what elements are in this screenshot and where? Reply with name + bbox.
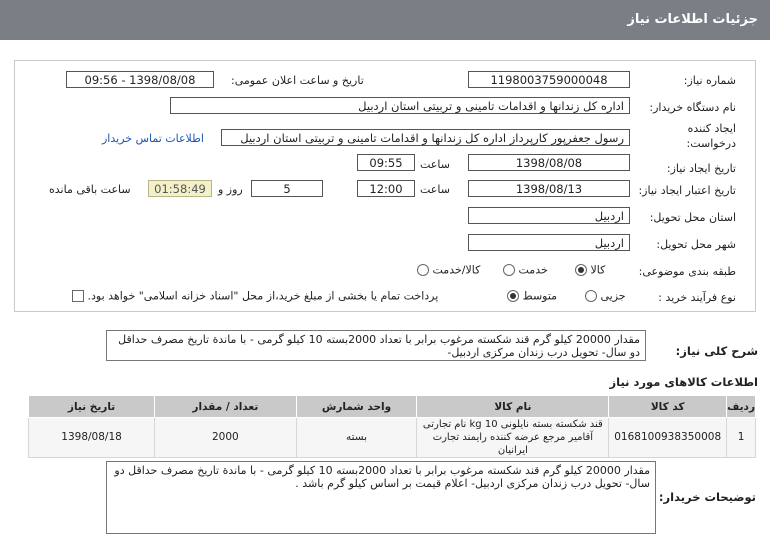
buyer-org-label: نام دستگاه خریدار: [649, 101, 736, 114]
table-row [29, 418, 756, 458]
remaining-time-label: ساعت باقی مانده [49, 183, 131, 196]
category-option-service[interactable]: خدمت [503, 263, 548, 277]
checkbox-icon[interactable] [72, 290, 84, 302]
cell-code: 0168100938350008 [609, 418, 727, 458]
radio-selected-icon[interactable] [507, 290, 519, 302]
buyer-notes-label: توضیحات خریدار: [658, 490, 756, 504]
remaining-time-value: 01:58:49 [148, 180, 212, 197]
page-title: جزئیات اطلاعات نیاز [627, 12, 758, 27]
buyer-contact-link[interactable]: اطلاعات تماس خریدار [102, 132, 204, 145]
items-table-header [29, 396, 756, 418]
items-section-title: اطلاعات کالاهای مورد نیاز [609, 375, 758, 389]
create-time-value: 09:55 [357, 154, 415, 171]
create-date-value: 1398/08/08 [468, 154, 630, 171]
col-row: ردیف [727, 396, 756, 418]
delivery-province-value: اردبیل [468, 207, 630, 224]
cell-name: قند شکسته بسته نایلونی 10 kg نام تجارتی آقامیر مرجع عرضه کننده رایمند تجارت ایرانیان [417, 418, 609, 458]
requester-label-2: درخواست: [686, 137, 736, 150]
cell-row: 1 [727, 418, 756, 458]
col-unit: واحد شمارش [296, 396, 417, 418]
items-table [28, 395, 756, 458]
radio-icon[interactable] [503, 264, 515, 276]
category-option-goods-service[interactable]: کالا/خدمت [417, 263, 480, 277]
delivery-province-label: استان محل تحویل: [649, 211, 736, 224]
radio-icon[interactable] [417, 264, 429, 276]
process-label: نوع فرآیند خرید : [658, 291, 736, 304]
requester-label-1: ایجاد کننده [687, 122, 736, 135]
validity-days-value: 5 [251, 180, 323, 197]
delivery-city-value: اردبیل [468, 234, 630, 251]
need-number-value: 1198003759000048 [468, 71, 630, 88]
validity-time-value: 12:00 [357, 180, 415, 197]
summary-label: شرح کلی نیاز: [675, 344, 758, 358]
radio-icon[interactable] [585, 290, 597, 302]
cell-date: 1398/08/18 [29, 418, 155, 458]
category-option-goods[interactable]: کالا [575, 263, 605, 277]
col-name: نام کالا [417, 396, 609, 418]
page-header [0, 0, 770, 40]
need-number-label: شماره نیاز: [683, 74, 736, 87]
requester-value: رسول جعفرپور کارپرداز اداره کل زندانها و اقدامات تامینی و تربیتی استان اردبیل [221, 129, 630, 146]
process-option-medium[interactable]: متوسط [507, 289, 557, 303]
process-option-minor[interactable]: جزیی [585, 289, 626, 303]
col-qty: تعداد / مقدار [155, 396, 296, 418]
cell-unit: بسته [296, 418, 417, 458]
validity-date-value: 1398/08/13 [468, 180, 630, 197]
cell-qty: 2000 [155, 418, 296, 458]
delivery-city-label: شهر محل تحویل: [656, 238, 736, 251]
buyer-notes-text: مقدار 20000 کیلو گرم قند شکسته مرغوب برابر با تعداد 2000بسته 10 کیلو گرمی - با ماندة تاریخ مصرف حداقل دو سال- تحویل درب زندان مرکزی اردبیل- اعلام قیمت بر اساس کیلو گرم باشد . [106, 461, 656, 534]
buyer-org-value: اداره کل زندانها و اقدامات تامینی و تربیتی استان اردبیل [170, 97, 630, 114]
col-code: کد کالا [609, 396, 727, 418]
category-label: طبقه بندی موضوعی: [638, 265, 736, 278]
create-time-label: ساعت [420, 158, 450, 171]
create-date-label: تاریخ ایجاد نیاز: [666, 162, 736, 175]
validity-label: تاریخ اعتبار ایجاد نیاز: [638, 184, 736, 197]
announce-datetime-label: تاریخ و ساعت اعلان عمومی: [231, 74, 364, 87]
validity-time-label: ساعت [420, 183, 450, 196]
summary-text: مقدار 20000 کیلو گرم قند شکسته مرغوب برابر با تعداد 2000بسته 10 کیلو گرمی - با ماندة تاریخ مصرف حداقل دو سال- تحویل درب زندان مرکزی اردبیل- [106, 330, 646, 361]
radio-selected-icon[interactable] [575, 264, 587, 276]
treasury-payment-option[interactable]: پرداخت تمام یا بخشی از مبلغ خرید،از محل "اسناد خزانه اسلامی" خواهد بود. [72, 289, 438, 303]
validity-days-label: روز و [218, 183, 243, 196]
col-date: تاریخ نیاز [29, 396, 155, 418]
announce-datetime-value: 1398/08/08 - 09:56 [66, 71, 214, 88]
